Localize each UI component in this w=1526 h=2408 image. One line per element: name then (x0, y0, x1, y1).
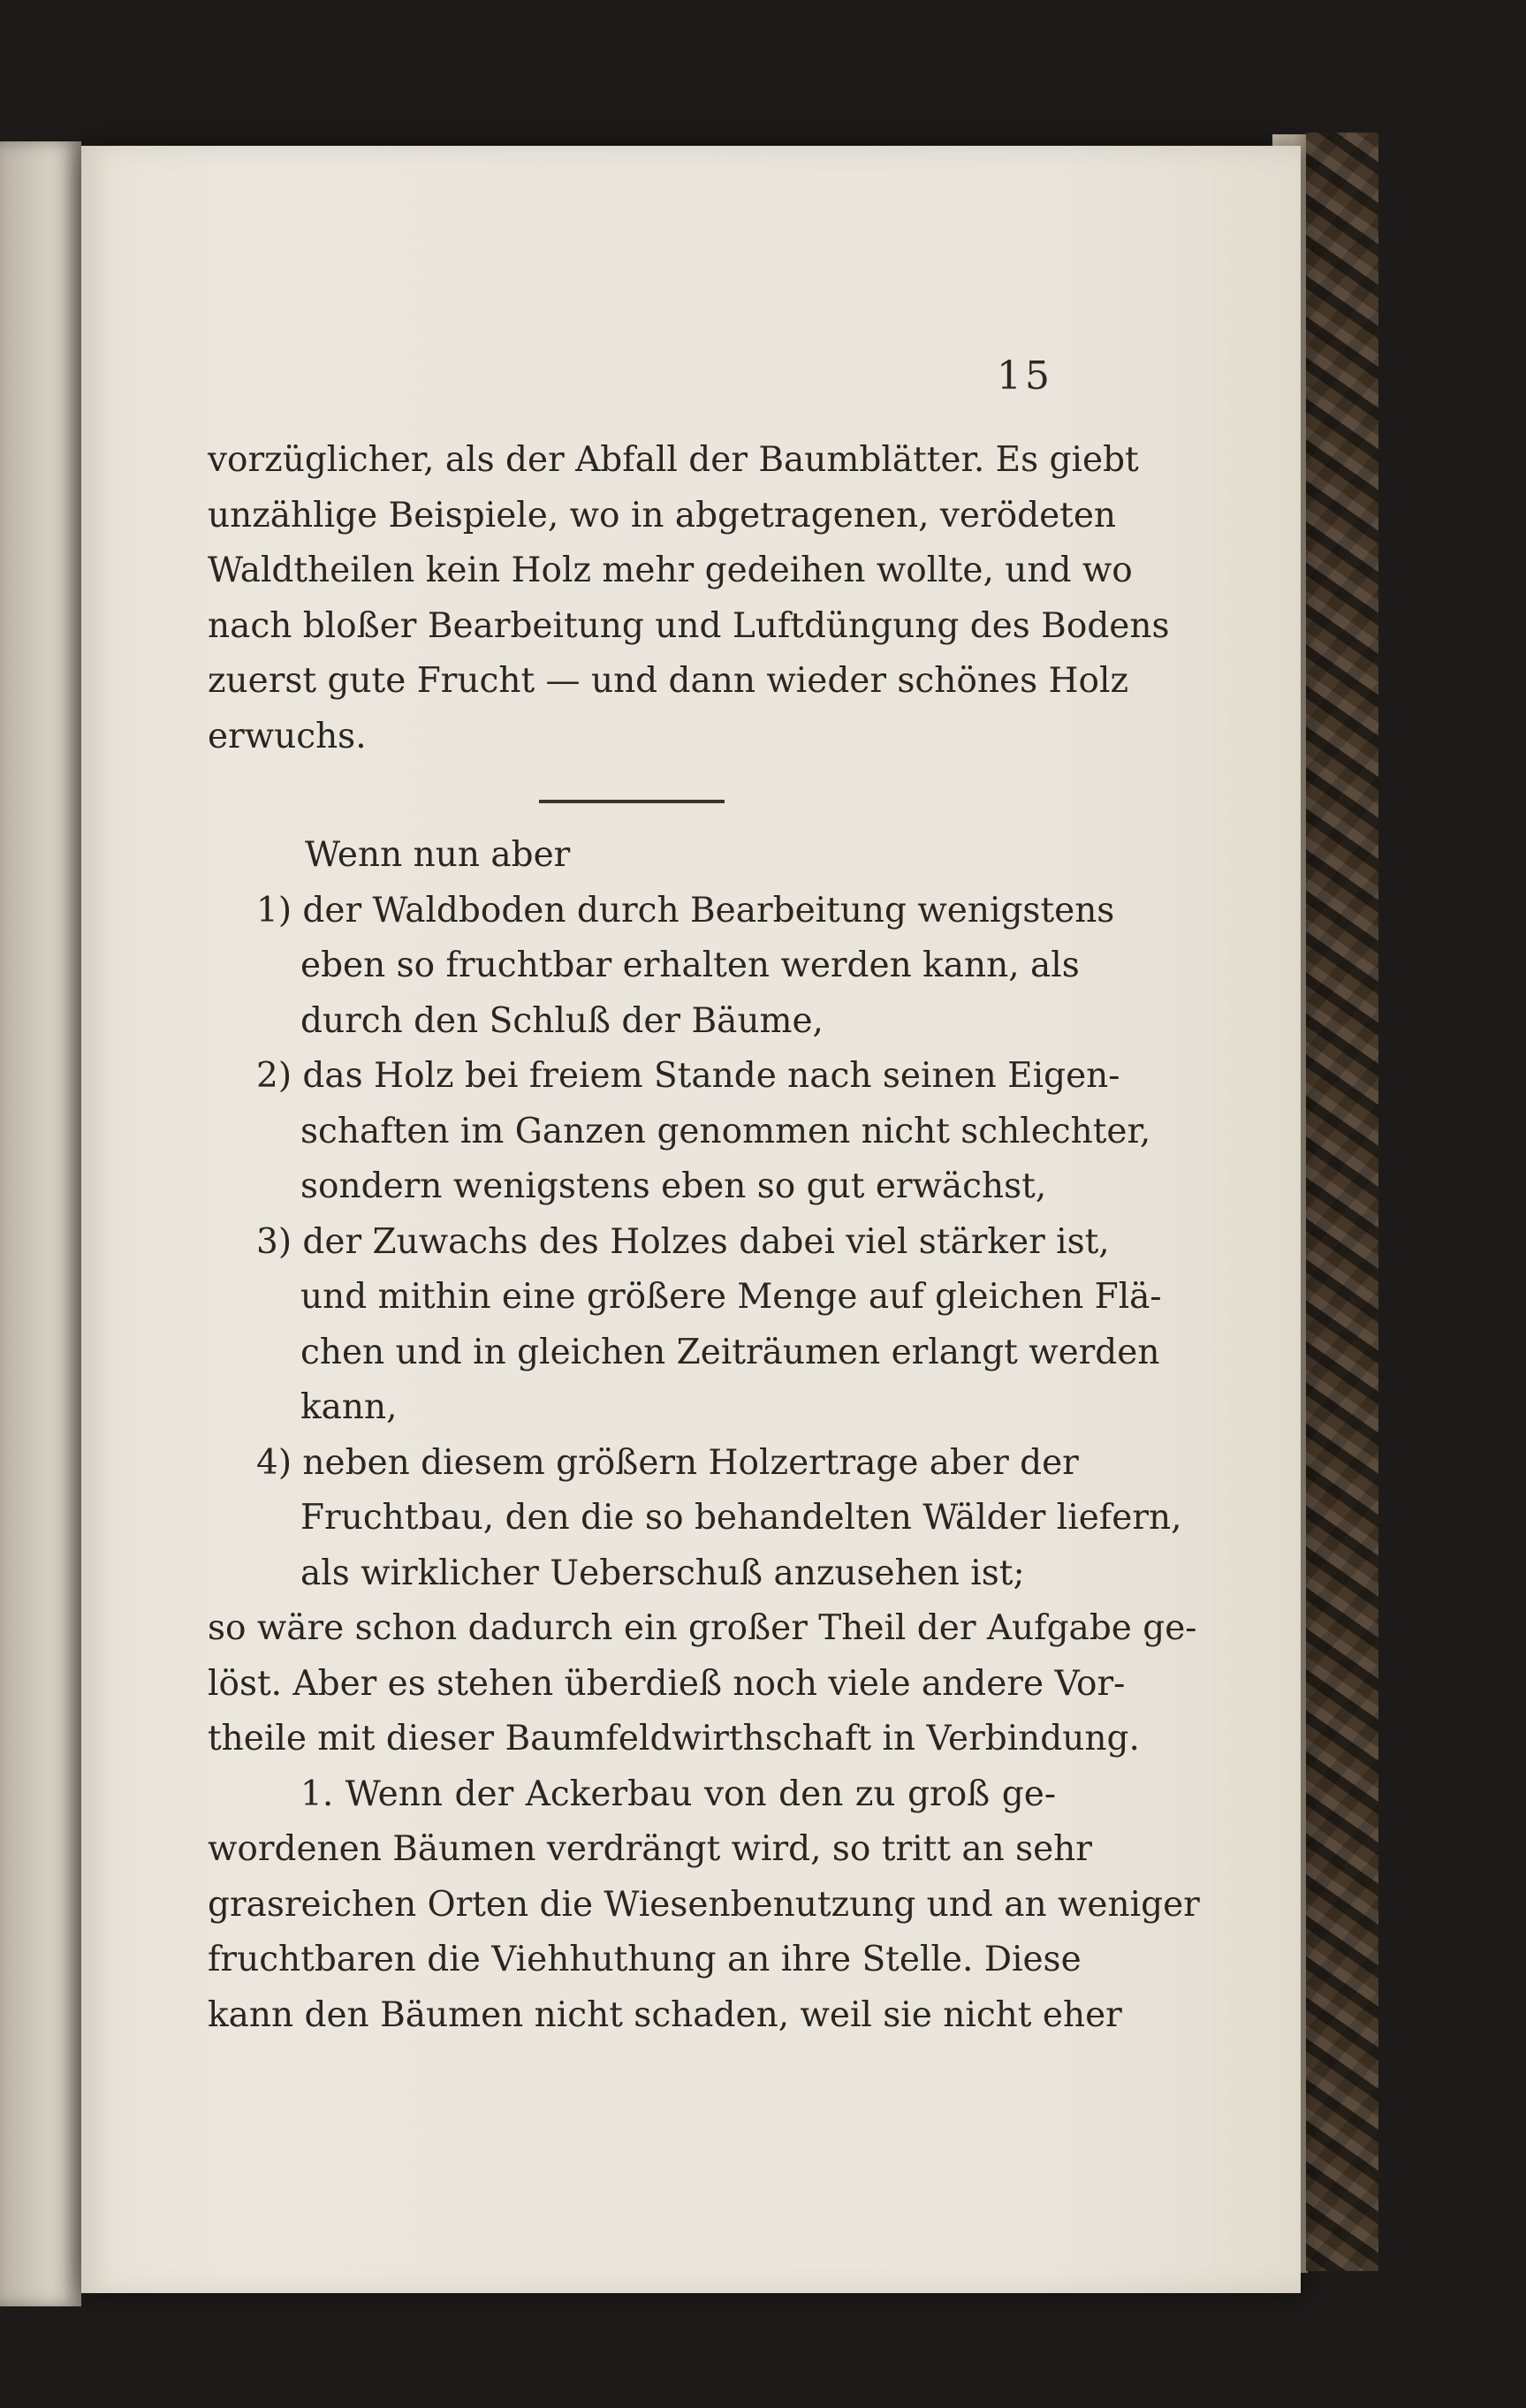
list-item-line: eben so fruchtbar erhalten werden kann, als (300, 946, 1080, 985)
intro-line: Wenn nun aber (305, 835, 571, 875)
section-separator (539, 800, 725, 803)
left-page-edge (0, 141, 81, 2306)
page-text (208, 433, 1200, 2043)
text-line: grasreichen Orten die Wiesenbenutzung und an weniger (208, 1884, 1200, 1925)
text-line: zuerst gute Frucht — und dann wieder schönes Holz (208, 661, 1128, 701)
list-item-line: sondern wenigstens eben so gut erwächst, (300, 1166, 1047, 1206)
text-line: so wäre schon dadurch ein großer Theil der Aufgabe ge- (208, 1608, 1197, 1648)
list-item-line: Fruchtbau, den die so behandelten Wälder liefern, (300, 1498, 1182, 1538)
list-item-line: chen und in gleichen Zeiträumen erlangt werden (300, 1332, 1160, 1372)
text-line: vorzüglicher, als der Abfall der Baumblätter. Es giebt (208, 440, 1139, 480)
list-item-line: 1) der Waldboden durch Bearbeitung wenigstens (256, 890, 1115, 931)
text-line: nach bloßer Bearbeitung und Luftdüngung des Bodens (208, 605, 1170, 646)
list-item-line: kann, (300, 1387, 398, 1427)
text-line: Waldtheilen kein Holz mehr gedeihen wollte, und wo (208, 551, 1133, 590)
page-number: 15 (997, 353, 1053, 399)
text-line: unzählige Beispiele, wo in abgetragenen, verödeten (208, 495, 1117, 536)
text-line: löst. Aber es stehen überdieß noch viele andere Vor- (208, 1663, 1126, 1704)
text-line: erwuchs. (208, 716, 367, 756)
list-item-line: 2) das Holz bei freiem Stande nach seinen Eigen- (256, 1056, 1120, 1096)
list-item-line: 4) neben diesem größern Holzertrage aber der (256, 1442, 1079, 1483)
text-line: 1. Wenn der Ackerbau von den zu groß ge- (300, 1774, 1056, 1814)
marbled-cover (1306, 133, 1378, 2271)
list-item-line: durch den Schluß der Bäume, (300, 1000, 824, 1041)
text-line: wordenen Bäumen verdrängt wird, so tritt an sehr (208, 1829, 1092, 1869)
text-line: theile mit dieser Baumfeldwirthschaft in Verbindung. (208, 1719, 1140, 1759)
list-item-line: 3) der Zuwachs des Holzes dabei viel stärker ist, (256, 1221, 1110, 1262)
text-line: kann den Bäumen nicht schaden, weil sie nicht eher (208, 1994, 1122, 2035)
list-item-line: als wirklicher Ueberschuß anzusehen ist; (300, 1553, 1025, 1593)
list-item-line: schaften im Ganzen genommen nicht schlechter, (300, 1111, 1151, 1151)
list-item-line: und mithin eine größere Menge auf gleichen Flä- (300, 1277, 1162, 1317)
text-line: fruchtbaren die Viehhuthung an ihre Stelle. Diese (208, 1940, 1082, 1979)
